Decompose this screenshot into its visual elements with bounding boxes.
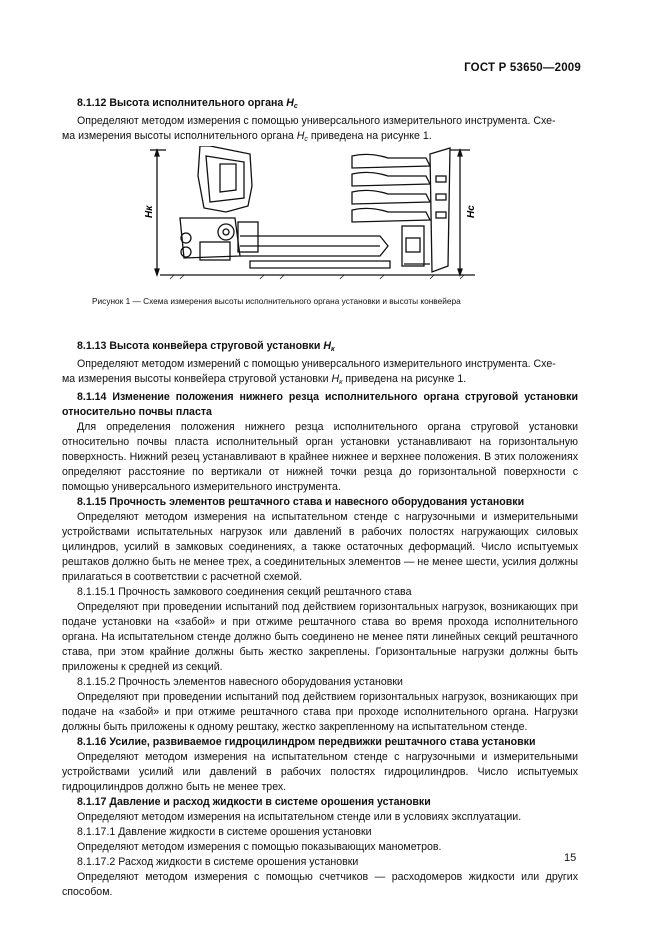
paragraph: Определяют методом измерения с помощью показывающих манометров. xyxy=(77,841,442,853)
section-heading: 8.1.16 Усилие, развиваемое гидроцилиндром передвижки рештачного става установки xyxy=(77,736,536,748)
page-number: 15 xyxy=(564,852,577,864)
chain-section xyxy=(352,148,450,272)
subsection-title: 8.1.17.1 Давление жидкости в системе орошения установки xyxy=(77,826,372,838)
paragraph: Для определения положения нижнего резца исполнительного органа струговой установки относительно почвы пласта исполнительный орган установки устанавливают на горизонтальную поверхность. Нижний резец устанавливают в крайнее нижнее и верхнее положения. В этих положениях определяют расстояние по вертикали от нижней точки резца до горизонтальной поверхности с помощью универсального измерительного инструмента. xyxy=(62,421,578,493)
section-heading: 8.1.15 Прочность элементов рештачного става и навесного оборудования установки xyxy=(77,496,525,508)
section-heading: 8.1.17 Давление и расход жидкости в системе орошения установки xyxy=(77,796,431,808)
subsection-title: 8.1.15.1 Прочность замкового соединения секций рештачного става xyxy=(77,586,412,598)
section-heading: 8.1.14 Изменение положения нижнего резца исполнительного органа струговой установки относительно почвы пласта xyxy=(62,391,578,418)
paragraph: Определяют методом измерения с помощью счетчиков — расходомеров жидкости или других способом. xyxy=(62,871,578,898)
section-heading: 8.1.13 Высота конвейера струговой установки $H_к$ xyxy=(77,340,335,353)
paragraph: Определяют методом измерения на испытательном стенде или в условиях эксплуатации. xyxy=(77,811,522,823)
paragraph: ма измерения высоты конвейера струговой установки $H_к$ приведена на рисунке 1. xyxy=(62,373,467,386)
paragraph: Определяют методом измерения с помощью универсального измерительного инструмента. Схе- xyxy=(77,115,556,127)
document-code: ГОСТ Р 53650—2009 xyxy=(464,62,581,74)
paragraph: Определяют при проведении испытаний под действием горизонтальных нагрузок, возникающих при подаче на «забой» и при отжиме рештачного става при проходе исполнительного органа. Нагрузки должны быть приложены к одному рештаку, жестко закрепленному на испытательном стенде. xyxy=(62,691,578,733)
paragraph: ма измерения высоты исполнительного органа $H_c$ приведена на рисунке 1. xyxy=(62,130,432,143)
subsection-title: 8.1.15.2 Прочность элементов навесного оборудования установки xyxy=(77,676,403,688)
section-8-1-12 xyxy=(62,96,578,147)
paragraph: Определяют методом измерений с помощью универсального измерительного инструмента. Схе- xyxy=(77,358,556,370)
paragraph: Определяют при проведении испытаний под действием горизонтальных нагрузок, возникающих при подаче установки на «забой» и при отжиме рештачного става во время прохода исполнительного органа. На испытательном стенде должно быть соединено не менее пяти линейных секций рештачного става, при этом крайние должны быть жестко закреплены. Горизонтальные нагрузки должны быть приложены к средней из секций. xyxy=(62,601,578,673)
figure-1-diagram xyxy=(140,146,480,286)
figure-caption: Рисунок 1 — Схема измерения высоты исполнительного органа установки и высоты конвейера xyxy=(92,296,461,306)
paragraph: Определяют методом измерения на испытательном стенде с нагрузочными и измерительными устройствами усилий или давлений в рабочих полостях гидроцилиндров. Число испытуемых гидроцилиндров должно быть не менее трех. xyxy=(62,751,578,793)
section-heading: 8.1.12 Высота исполнительного органа $H_c$ xyxy=(77,97,298,110)
label-hc: Hс xyxy=(466,205,477,218)
body-text xyxy=(62,339,578,900)
label-hk: Hк xyxy=(144,205,155,218)
paragraph: Определяют методом измерения на испытательном стенде с нагрузочными и измерительными устройствами испытательных нагрузок или давлений в рабочих полостях нагружающих силовых цилиндров, усилий в замковых соединениях, а также остаточных деформаций. Число испытуемых рештаков должно быть не менее трех, а соединительных элементов — не менее шести, усилия должны прилагаться в соответствии с расчетной схемой. xyxy=(62,511,578,583)
subsection-title: 8.1.17.2 Расход жидкости в системе орошения установки xyxy=(77,856,359,868)
spill-plate xyxy=(402,226,424,266)
